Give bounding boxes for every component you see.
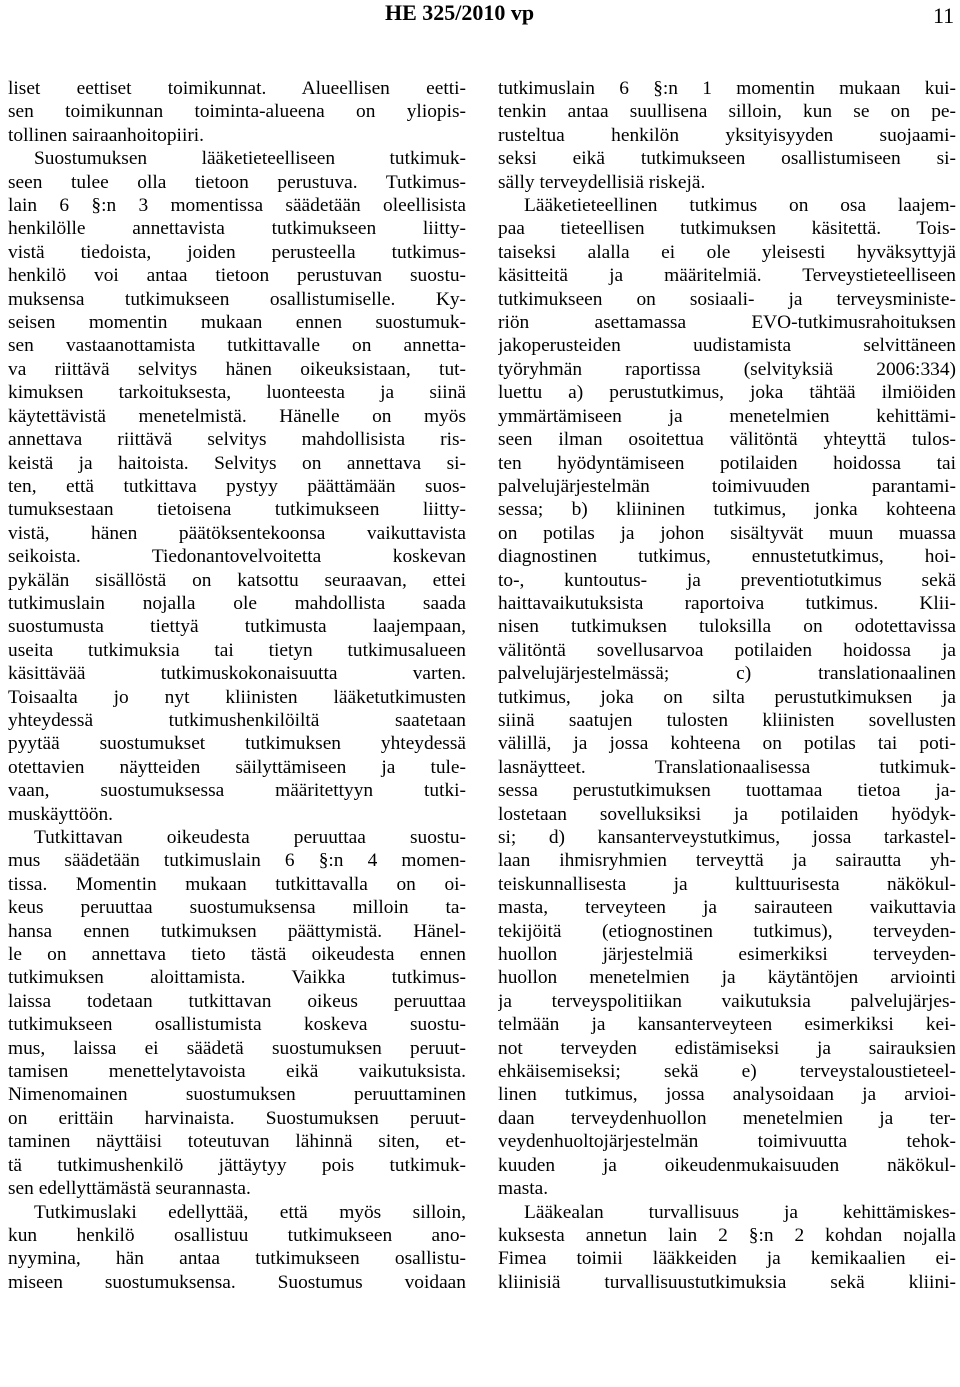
page-number: 11	[933, 3, 955, 28]
text-line: Suostumuksen lääketieteelliseen tutkimuk-	[34, 148, 466, 170]
text-line: tumuksestaan tietoisena tutkimukseen liitty-	[8, 499, 466, 521]
text-line: tutkimuksen aloittamista. Vaikka tutkimus-	[8, 967, 466, 989]
text-line: ja terveyspolitiikan vaikutuksia palvelujärjes-	[498, 990, 956, 1012]
text-line: jakoperusteiden uudistamista selvittäneen	[498, 335, 956, 357]
text-line: on erittäin harvinaista. Suostumuksen peruut-	[8, 1107, 466, 1129]
text-line: lostetaan sovelluksiksi ja potilaiden hyödyk-	[498, 803, 956, 825]
text-line: nyymina, hän antaa tutkimukseen osallistu-	[8, 1248, 466, 1270]
text-line: ten hyödyntämiseen potilaiden hoidossa tai	[498, 452, 956, 474]
text-line: lasnäytteet. Translationaalisessa tutkimuk-	[498, 756, 956, 778]
text-line: luettu a) perustutkimus, joka tähtää ilmiöiden	[498, 382, 956, 404]
text-line: masta, terveyteen ja sairauteen vaikuttavia	[498, 897, 956, 919]
text-line: paa tieteellisen tutkimuksen käsitettä. Tois-	[498, 218, 956, 240]
text-line: miseen suostumuksensa. Suostumus voidaan	[8, 1271, 466, 1293]
text-line: kuksesta annetun lain 2 §:n 2 kohdan nojalla	[498, 1224, 956, 1246]
text-line: seksi eikä tutkimukseen osallistumiseen si-	[498, 148, 956, 170]
text-line: suostumusta tiettyä tutkimusta laajempaan,	[8, 616, 466, 638]
text-line: to-, kuntoutus- ja preventiotutkimus sekä	[498, 569, 956, 591]
text-line: seen tulee olla tietoon perustuva. Tutkimus-	[8, 171, 466, 193]
text-line: tutkimukseen on sosiaali- ja terveysministe-	[498, 288, 956, 310]
text-line: on potilas ja johon sisältyvät muun muassa	[498, 522, 956, 544]
text-line: hansa ennen tutkimuksen päättymistä. Hänel-	[8, 920, 466, 942]
text-line: sälly terveydellisiä riskejä.	[498, 171, 706, 193]
text-line: henkilölle annettavista tutkimukseen liitty-	[8, 218, 466, 240]
text-line: Nimenomainen suostumuksen peruuttaminen	[8, 1084, 466, 1106]
text-line: sen toimikunnan toiminta-alueena on yliopis-	[8, 101, 466, 123]
text-line: välitöntä sovellusarvoa potilaiden hoidossa ja	[498, 639, 956, 661]
text-line: sessa; b) kliininen tutkimus, jonka kohteena	[498, 499, 956, 521]
document-identifier: HE 325/2010 vp	[385, 0, 535, 25]
text-line: tutkimukseen osallistumista koskeva suostu-	[8, 1014, 466, 1036]
text-line: otettavien näytteiden säilyttämiseen ja tule-	[8, 756, 466, 778]
text-line: tenkin antaa suullisena silloin, kun se on pe-	[498, 101, 956, 123]
text-line: linen tutkimus, jossa analysoidaan ja arvioi-	[498, 1084, 956, 1106]
text-line: keistä ja haitoista. Selvitys on annettava si-	[8, 452, 466, 474]
text-line: tissa. Momentin mukaan tutkittavalla on oi-	[8, 873, 466, 895]
text-line: diagnostinen tutkimus, ennustetutkimus, hoi-	[498, 546, 956, 568]
text-line: kuuden ja oikeudenmukaisuuden näkökul-	[498, 1154, 956, 1176]
text-line: Tutkittavan oikeudesta peruuttaa suostu-	[34, 827, 466, 848]
text-line: Fimea toimii lääkkeiden ja kemikaalien ei-	[498, 1248, 956, 1270]
text-line: teiskunnallisesta ja kulttuurisesta näkökul-	[498, 873, 956, 895]
text-line: tamisen menettelytavoista eikä vaikutuksista.	[8, 1061, 466, 1083]
text-line: sen edellyttämästä seurannasta.	[8, 1178, 251, 1200]
text-line: ten, että tutkittava pystyy päättämään suos-	[8, 475, 466, 497]
text-line: veydenhuoltojärjestelmän toimivuutta tehok-	[498, 1131, 956, 1153]
text-line: muskäyttöön.	[8, 803, 114, 825]
text-line: sen vastaanottamista tutkittavalle on annetta-	[8, 335, 466, 357]
text-line: sessa perustutkimuksen tuottamaa tietoa ja-	[498, 780, 956, 802]
text-line: le on annettava tieto tästä oikeudesta ennen	[8, 944, 466, 966]
text-line: Toisaalta jo nyt kliinisten lääketutkimusten	[8, 686, 466, 708]
text-line: haittavaikutuksista raportoiva tutkimus. Klii-	[498, 592, 956, 614]
text-line: pykälän sisällöstä on katsottu seuraavan, ettei	[8, 569, 466, 591]
text-line: annettava riittävä selvitys mahdollisista ris-	[8, 429, 466, 451]
text-line: ymmärtämiseen ja menetelmien kehittämi-	[498, 405, 956, 427]
right-text-column	[498, 77, 956, 1294]
text-line: nisen tutkimuksen tuloksilla on odotettavissa	[498, 616, 956, 638]
text-line: vistä tiedoista, joiden perusteella tutkimus-	[8, 241, 466, 263]
text-line: mus, laissa ei säädetä suostumuksen peruut-	[8, 1037, 466, 1059]
text-line: huollon järjestelmiä esimerkiksi terveyden-	[498, 944, 956, 966]
text-line: työryhmän raportissa (selvityksiä 2006:334)	[498, 358, 956, 380]
text-line: kun henkilö osallistuu tutkimukseen ano-	[8, 1224, 466, 1246]
text-line: yhteydessä tutkimushenkilöiltä saatetaan	[8, 709, 466, 731]
text-line: telmään ja kansanterveyteen esimerkiksi kei-	[498, 1014, 956, 1036]
left-text-column	[8, 77, 466, 1294]
text-line: liset eettiset toimikunnat. Alueellisen eetti-	[8, 78, 466, 99]
text-line: mus säädetään tutkimuslain 6 §:n 4 momen-	[8, 850, 466, 872]
text-line: masta.	[498, 1178, 549, 1200]
text-line: si; d) kansanterveystutkimus, jossa tarkastel-	[498, 827, 956, 848]
text-line: vistä, hänen päätöksentekoonsa vaikuttavista	[8, 522, 466, 544]
text-line: seen ilman osoitettua välitöntä yhteyttä tulos-	[498, 429, 956, 451]
text-line: välillä, ja jossa kohteena on potilas tai poti-	[498, 733, 956, 755]
text-line: Lääkealan turvallisuus ja kehittämiskes-	[524, 1201, 956, 1223]
text-line: keus peruuttaa suostumuksensa milloin ta-	[8, 897, 466, 919]
text-line: käytettävistä menetelmistä. Hänelle on myös	[8, 405, 466, 427]
text-line: laan ihmisryhmien terveyttä ja sairautta yh-	[498, 850, 956, 872]
text-line: ehkäisemiseksi; sekä e) terveystaloustieteel-	[498, 1061, 956, 1083]
text-line: seisen momentin mukaan ennen suostumuk-	[8, 312, 466, 334]
text-line: käsitteitä ja määritelmiä. Terveystieteelliseen	[498, 265, 956, 287]
text-line: vaan, suostumuksessa määritettyyn tutki-	[8, 780, 466, 802]
text-line: kliinisiä turvallisuustutkimuksia sekä kliini-	[498, 1271, 956, 1293]
text-line: seikoista. Tiedonantovelvoitetta koskevan	[8, 546, 466, 568]
text-line: tä tutkimushenkilö jättäytyy pois tutkimuk-	[8, 1154, 466, 1176]
text-line: palvelujärjestelmässä; c) translationaalinen	[498, 663, 956, 685]
text-line: va riittävä selvitys hänen oikeuksistaan, tut-	[8, 358, 466, 380]
text-line: tekijöitä (etiognostinen tutkimus), terveyden-	[498, 920, 956, 942]
text-line: taiseksi alalla ei ole yleisesti hyväksyttyjä	[498, 241, 956, 263]
text-line: tutkimus, joka on silta perustutkimuksen ja	[498, 686, 956, 708]
text-line: henkilö voi antaa tietoon perustuvan suostu-	[8, 265, 466, 287]
text-line: käsittävää tutkimuskokonaisuutta varten.	[8, 663, 466, 685]
text-line: muksensa tutkimukseen osallistumiselle. Ky-	[8, 288, 466, 310]
text-line: riön asettamassa EVO-tutkimusrahoituksen	[498, 312, 956, 334]
text-line: kimuksen tarkoituksesta, luonteesta ja siinä	[8, 382, 466, 404]
text-line: huollon menetelmien ja käytäntöjen arviointi	[498, 967, 956, 989]
text-line: laissa todetaan tutkittavan oikeus peruuttaa	[8, 990, 466, 1012]
text-line: palvelujärjestelmän toimivuuden parantami-	[498, 475, 956, 497]
text-line: tollinen sairaanhoitopiiri.	[8, 124, 205, 146]
text-line: Lääketieteellinen tutkimus on osa laajem-	[524, 195, 956, 217]
text-line: siinä saatujen tulosten kliinisten sovellusten	[498, 709, 956, 731]
text-line: tutkimuslain 6 §:n 1 momentin mukaan kui-	[498, 78, 956, 99]
page-header	[0, 0, 960, 40]
text-line: not terveyden edistämiseksi ja sairauksien	[498, 1037, 956, 1059]
text-line: useita tutkimuksia tai tietyn tutkimusalueen	[8, 639, 466, 661]
text-line: tutkimuslain nojalla ole mahdollista saada	[8, 592, 466, 614]
text-line: taminen näyttäisi toteutuvan lähinnä siten, et-	[8, 1131, 466, 1153]
text-line: Tutkimuslaki edellyttää, että myös silloin,	[34, 1201, 466, 1223]
text-line: lain 6 §:n 3 momentissa säädetään oleellisista	[8, 195, 466, 217]
text-line: daan terveydenhuollon menetelmien ja ter-	[498, 1107, 956, 1129]
text-line: pyytää suostumukset tutkimuksen yhteydessä	[8, 733, 466, 755]
text-line: rusteltua henkilön yksityisyyden suojaami-	[498, 124, 956, 146]
